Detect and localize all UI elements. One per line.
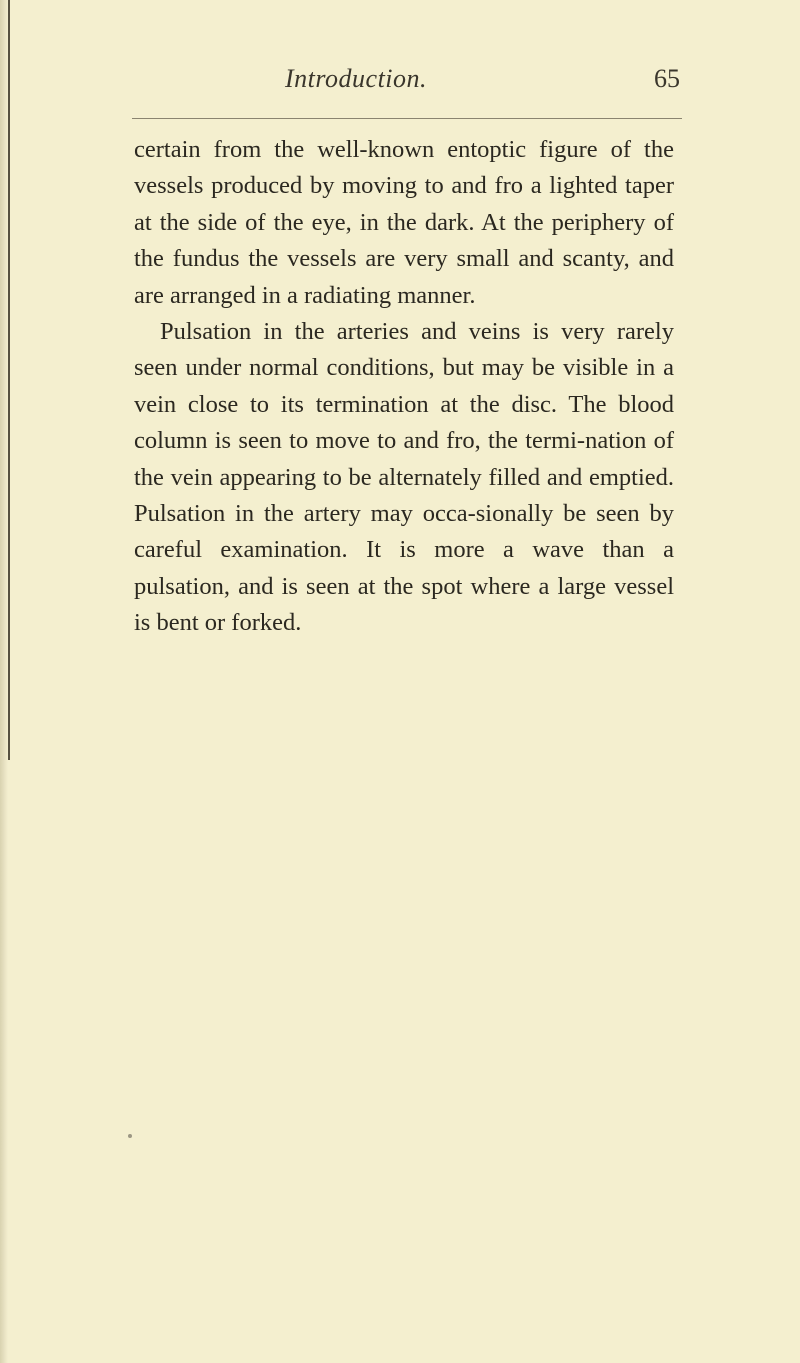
running-head (130, 64, 680, 104)
paper-speck (128, 1134, 132, 1138)
running-head-title: Introduction. (285, 64, 428, 93)
body-text (134, 132, 674, 642)
page-edge (0, 0, 8, 1363)
header-rule (132, 118, 682, 119)
binding-gutter-line (8, 0, 10, 760)
paragraph-pulsation: Pulsation in the arteries and veins is very rarely seen under normal conditions, but may be visible in a vein close to its termination at the disc. The blood column is seen to move to and fro, the termi-nation of the vein appearing to be alternately filled and emptied. Pulsation in the artery may occa-sionally be seen by careful examination. It is more a wave than a pulsation, and is seen at the spot where a large vessel is bent or forked. (134, 318, 674, 637)
paragraph-continuation: certain from the well-known entoptic figure of the vessels produced by moving to and fro a lighted taper at the side of the eye, in the dark. At the periphery of the fundus the vessels are very small and scanty, and are arranged in a radiating manner. (134, 136, 674, 309)
page-number: 65 (654, 64, 680, 93)
